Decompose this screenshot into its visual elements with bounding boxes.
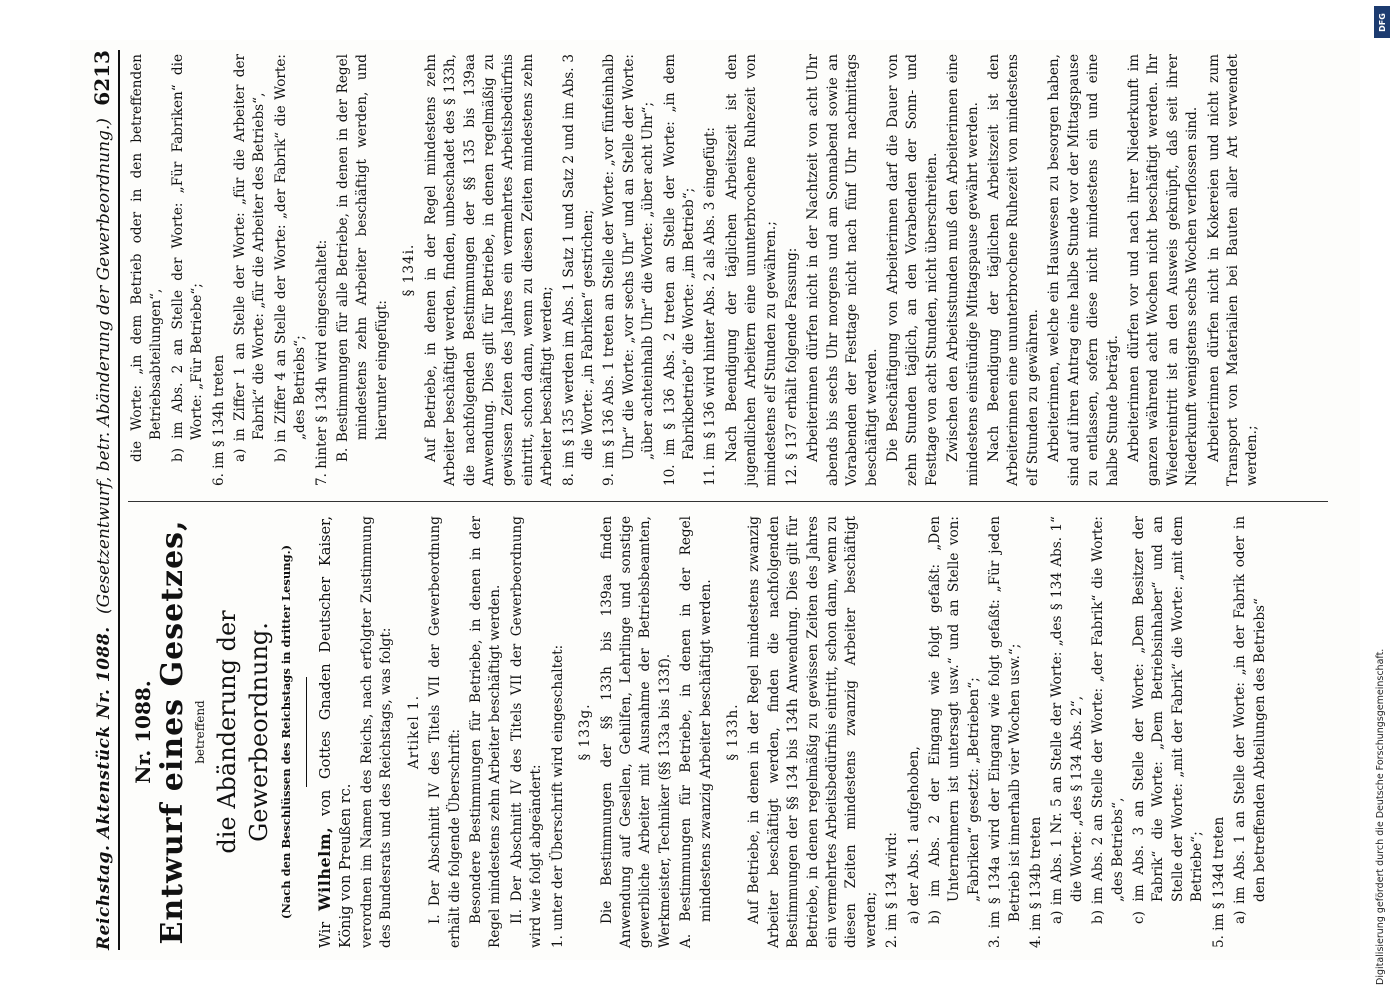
section-133g-heading: § 133g. bbox=[577, 703, 594, 761]
dfg-logo: DFG bbox=[1374, 6, 1390, 38]
section-134i-text: Auf Betriebe, in denen in der Regel mindestens zehn Arbeiter beschäftigt werden, finden, unbeschadet des § 133h, die nachfolgenden Bestimmungen der §§ 135 bis 139aa Anwendung. Dies gilt für Betriebe, in denen regelmäßig zu gewissen Zeiten des Jahres ein vermehrtes Arbeitsbedürfnis eintritt, schon dann, wenn zu diesen Zeiten mindestens zehn Arbeiter beschäftigt werden; bbox=[422, 54, 556, 486]
item-12-para-7: Arbeiterinnen dürfen nicht in Kokereien und nicht zum Transport von Materialien bei Bauten aller Art verwendet werden.; bbox=[1205, 54, 1261, 486]
item-6a: a) in Ziffer 1 an Stelle der Worte: „für die Arbeiter der Fabrik“ die Worte: „für die Arbeiter des Betriebs“, bbox=[232, 54, 268, 462]
item-2a: a) der Abs. 1 aufgehoben, bbox=[905, 746, 922, 924]
section-133g-text: Die Bestimmungen der §§ 133h bis 139aa finden Anwendung auf Gesellen, Gehilfen, Lehrlinge und sonstige gewerbliche Arbeiter mit Ausnahme der Betriebsbeamten, Werkmeister, Techniker (§§ 133a bis 133f). bbox=[598, 516, 673, 948]
enacting-clause: Wir Wilhelm, von Gottes Gnaden Deutscher Kaiser, König von Preußen rc. bbox=[315, 515, 354, 948]
title-rule bbox=[306, 677, 307, 787]
item-5a-cont: die Worte: „in dem Betrieb oder in den betreffenden Betriebsabteilungen“, bbox=[129, 54, 165, 462]
paragraph-ii: II. Der Abschnitt IV des Titels VII der Gewerbeordnung wird wie folgt abgeändert: bbox=[508, 516, 545, 948]
item-2b: b) im Abs. 2 der Eingang wie folgt gefaßt: „Den Unternehmern ist untersagt usw.“ und an Stelle von: „Fabriken“ gesetzt: „Betrieben“; bbox=[927, 516, 982, 924]
item-3: 3. im § 134a wird der Eingang wie folgt gefaßt: „Für jeden Betrieb ist innerhalb vier Wochen usw.“; bbox=[987, 516, 1023, 948]
item-7b: B. Bestimmungen für alle Betriebe, in denen in der Regel mindestens zehn Arbeiter beschäftigt werden, und hierunter eingefügt: bbox=[335, 54, 390, 462]
artikel-heading: Artikel 1. bbox=[405, 694, 422, 770]
item-4c: c) im Abs. 3 an Stelle der Worte: „Dem Besitzer der Fabrik“ die Worte: „Dem Betriebsinhaber“ und an Stelle der Worte: „mit der Fabrik“ die Worte: „mit dem Betriebe“; bbox=[1131, 516, 1206, 924]
left-column bbox=[128, 516, 1272, 948]
item-5: 5. im § 134d treten bbox=[1210, 816, 1227, 948]
item-6: 6. im § 134h treten bbox=[210, 354, 227, 486]
header-left: Reichstag. Aktenstück Nr. 1088. bbox=[94, 626, 114, 950]
section-134i-heading: § 134i. bbox=[401, 243, 418, 297]
item-12-para-5: Arbeiterinnen, welche ein Hauswesen zu besorgen haben, sind auf ihren Antrag eine halbe Stunde vor der Mittagspause zu entlassen, sofern diese nicht mindestens ein und eine halbe Stunde beträgt. bbox=[1046, 54, 1121, 486]
item-12-para-1: Arbeiterinnen dürfen nicht in der Nachtzeit von acht Uhr abends bis sechs Uhr morgens und am Sonnabend sowie an Vorabenden der Festtage nicht nach fünf Uhr nachmittags beschäftigt werden. bbox=[805, 54, 880, 486]
item-12-para-4: Nach Beendigung der täglichen Arbeitszeit ist den Arbeiterinnen eine ununterbrochene Ruhezeit von mindestens elf Stunden zu gewähren. bbox=[986, 54, 1041, 486]
section-a-heading: A. Bestimmungen für Betriebe, in denen in der Regel mindestens zwanzig Arbeiter beschäftigt werden. bbox=[678, 516, 714, 948]
item-6b: b) in Ziffer 4 an Stelle der Worte: „der Fabrik“ die Worte: „des Betriebs“; bbox=[272, 54, 309, 462]
paragraph-i-heading: Besondere Bestimmungen für Betriebe, in denen in der Regel mindestens zehn Arbeiter beschäftigt werden. bbox=[468, 516, 504, 948]
page-number: 6213 bbox=[90, 50, 114, 106]
item-12: 12. § 137 erhält folgende Fassung: bbox=[784, 247, 800, 486]
column-divider bbox=[128, 501, 1328, 502]
item-12-para-3: Zwischen den Arbeitsstunden muß den Arbeiterinnen eine mindestens einstündige Mittagspause gewährt werden. bbox=[945, 54, 981, 486]
item-11: 11. im § 136 wird hinter Abs. 2 als Abs. 3 eingefügt: bbox=[702, 127, 719, 486]
item-12-para-6: Arbeiterinnen dürfen vor und nach ihrer Niederkunft im ganzen während acht Wochen nicht beschäftigt werden. Ihr Wiedereintritt ist an den Ausweis geknüpft, daß seit ihrer Niederkunft wenigstens sechs Wochen verflossen sind. bbox=[1125, 54, 1201, 486]
emperor-name: Wilhelm, bbox=[315, 826, 335, 911]
paragraph-i: I. Der Abschnitt IV des Titels VII der Gewerbeordnung erhält die folgende Überschrift: bbox=[427, 516, 463, 948]
page-header bbox=[80, 50, 120, 950]
right-column bbox=[128, 54, 1265, 486]
item-8: 8. im § 135 werden im Abs. 1 Satz 1 und Satz 2 und im Abs. 3 die Worte: „in Fabriken“ gestrichen; bbox=[560, 54, 596, 486]
item-7: 7. hinter § 134h wird eingeschaltet: bbox=[313, 239, 330, 486]
document-title: Entwurf eines Gesetzes, bbox=[155, 519, 191, 945]
item-10: 10. im § 136 Abs. 2 treten an Stelle der Worte: „in dem Fabrikbetrieb“ die Worte: „im Betrieb“; bbox=[661, 54, 697, 486]
emperor-title: von Gottes Gnaden Deutscher Kaiser, König von Preußen rc. bbox=[318, 515, 354, 948]
item-2: 2. im § 134 wird: bbox=[884, 832, 901, 948]
item-5b: b) im Abs. 2 an Stelle der Worte: „Für Fabriken“ die Worte: „Für Betriebe“; bbox=[169, 54, 206, 462]
section-133h-heading: § 133h. bbox=[724, 703, 741, 761]
item-4a: a) im Abs. 1 Nr. 5 an Stelle der Worte: „des § 134 Abs. 1“ die Worte: „des § 134 Abs. 2“, bbox=[1049, 516, 1085, 924]
digitization-note: Digitalisierung gefördert durch die Deutsche Forschungsgemeinschaft. bbox=[1375, 648, 1386, 985]
item-12-para-2: Die Beschäftigung von Arbeiterinnen darf die Dauer von zehn Stunden täglich, an den Vorabenden der Sonn- und Festtage von acht Stunden, nicht überschreiten. bbox=[885, 54, 940, 486]
item-5a: a) im Abs. 1 an Stelle der Worte: „in der Fabrik oder in den betreffenden Abteilungen des Betriebs“ bbox=[1232, 516, 1268, 924]
document-page bbox=[70, 40, 1360, 960]
section-133h-text: Auf Betriebe, in denen in der Regel mindestens zwanzig Arbeiter beschäftigt werden, finden die nachfolgenden Bestimmungen der §§ 134 bis 134h Anwendung. Dies gilt für Betriebe, in denen regelmäßig zu gewissen Zeiten des Jahres ein vermehrtes Arbeitsbedürfnis eintritt, schon dann, wenn zu diesen Zeiten mindestens zwanzig Arbeiter beschäftigt werden; bbox=[746, 516, 879, 948]
betreffend-label: betreffend bbox=[193, 700, 208, 764]
item-4b: b) im Abs. 2 an Stelle der Worte: „der Fabrik“ die Worte: „des Betriebs“, bbox=[1090, 516, 1126, 924]
item-4: 4. im § 134b treten bbox=[1028, 816, 1045, 948]
reading-note: (Nach den Beschlüssen des Reichstags in dritter Lesung.) bbox=[278, 544, 293, 920]
preamble: verordnen im Namen des Reichs, nach erfolgter Zustimmung des Bundesrats und des Reichstags, was folgt: bbox=[359, 516, 395, 948]
item-11-text: Nach Beendigung der täglichen Arbeitszeit ist den jugendlichen Arbeitern eine ununterbrochene Ruhezeit von mindestens elf Stunden zu gewähren.; bbox=[723, 54, 779, 486]
document-subtitle: die Abänderung der Gewerbeordnung. bbox=[212, 610, 273, 854]
item-1: 1. unter der Überschrift wird eingeschaltet: bbox=[549, 644, 566, 948]
item-9: 9. im § 136 Abs. 1 treten an Stelle der Worte: „vor fünfeinhalb Uhr“ die Worte: „vor sechs Uhr“ und an Stelle der Worte: „über achteinhalb Uhr“ die Worte: „über acht Uhr“; bbox=[601, 54, 657, 486]
header-center: (Gesetzentwurf, betr. Abänderung der Gewerbeordnung.) bbox=[94, 118, 114, 615]
document-number: Nr. 1088. bbox=[131, 680, 155, 784]
